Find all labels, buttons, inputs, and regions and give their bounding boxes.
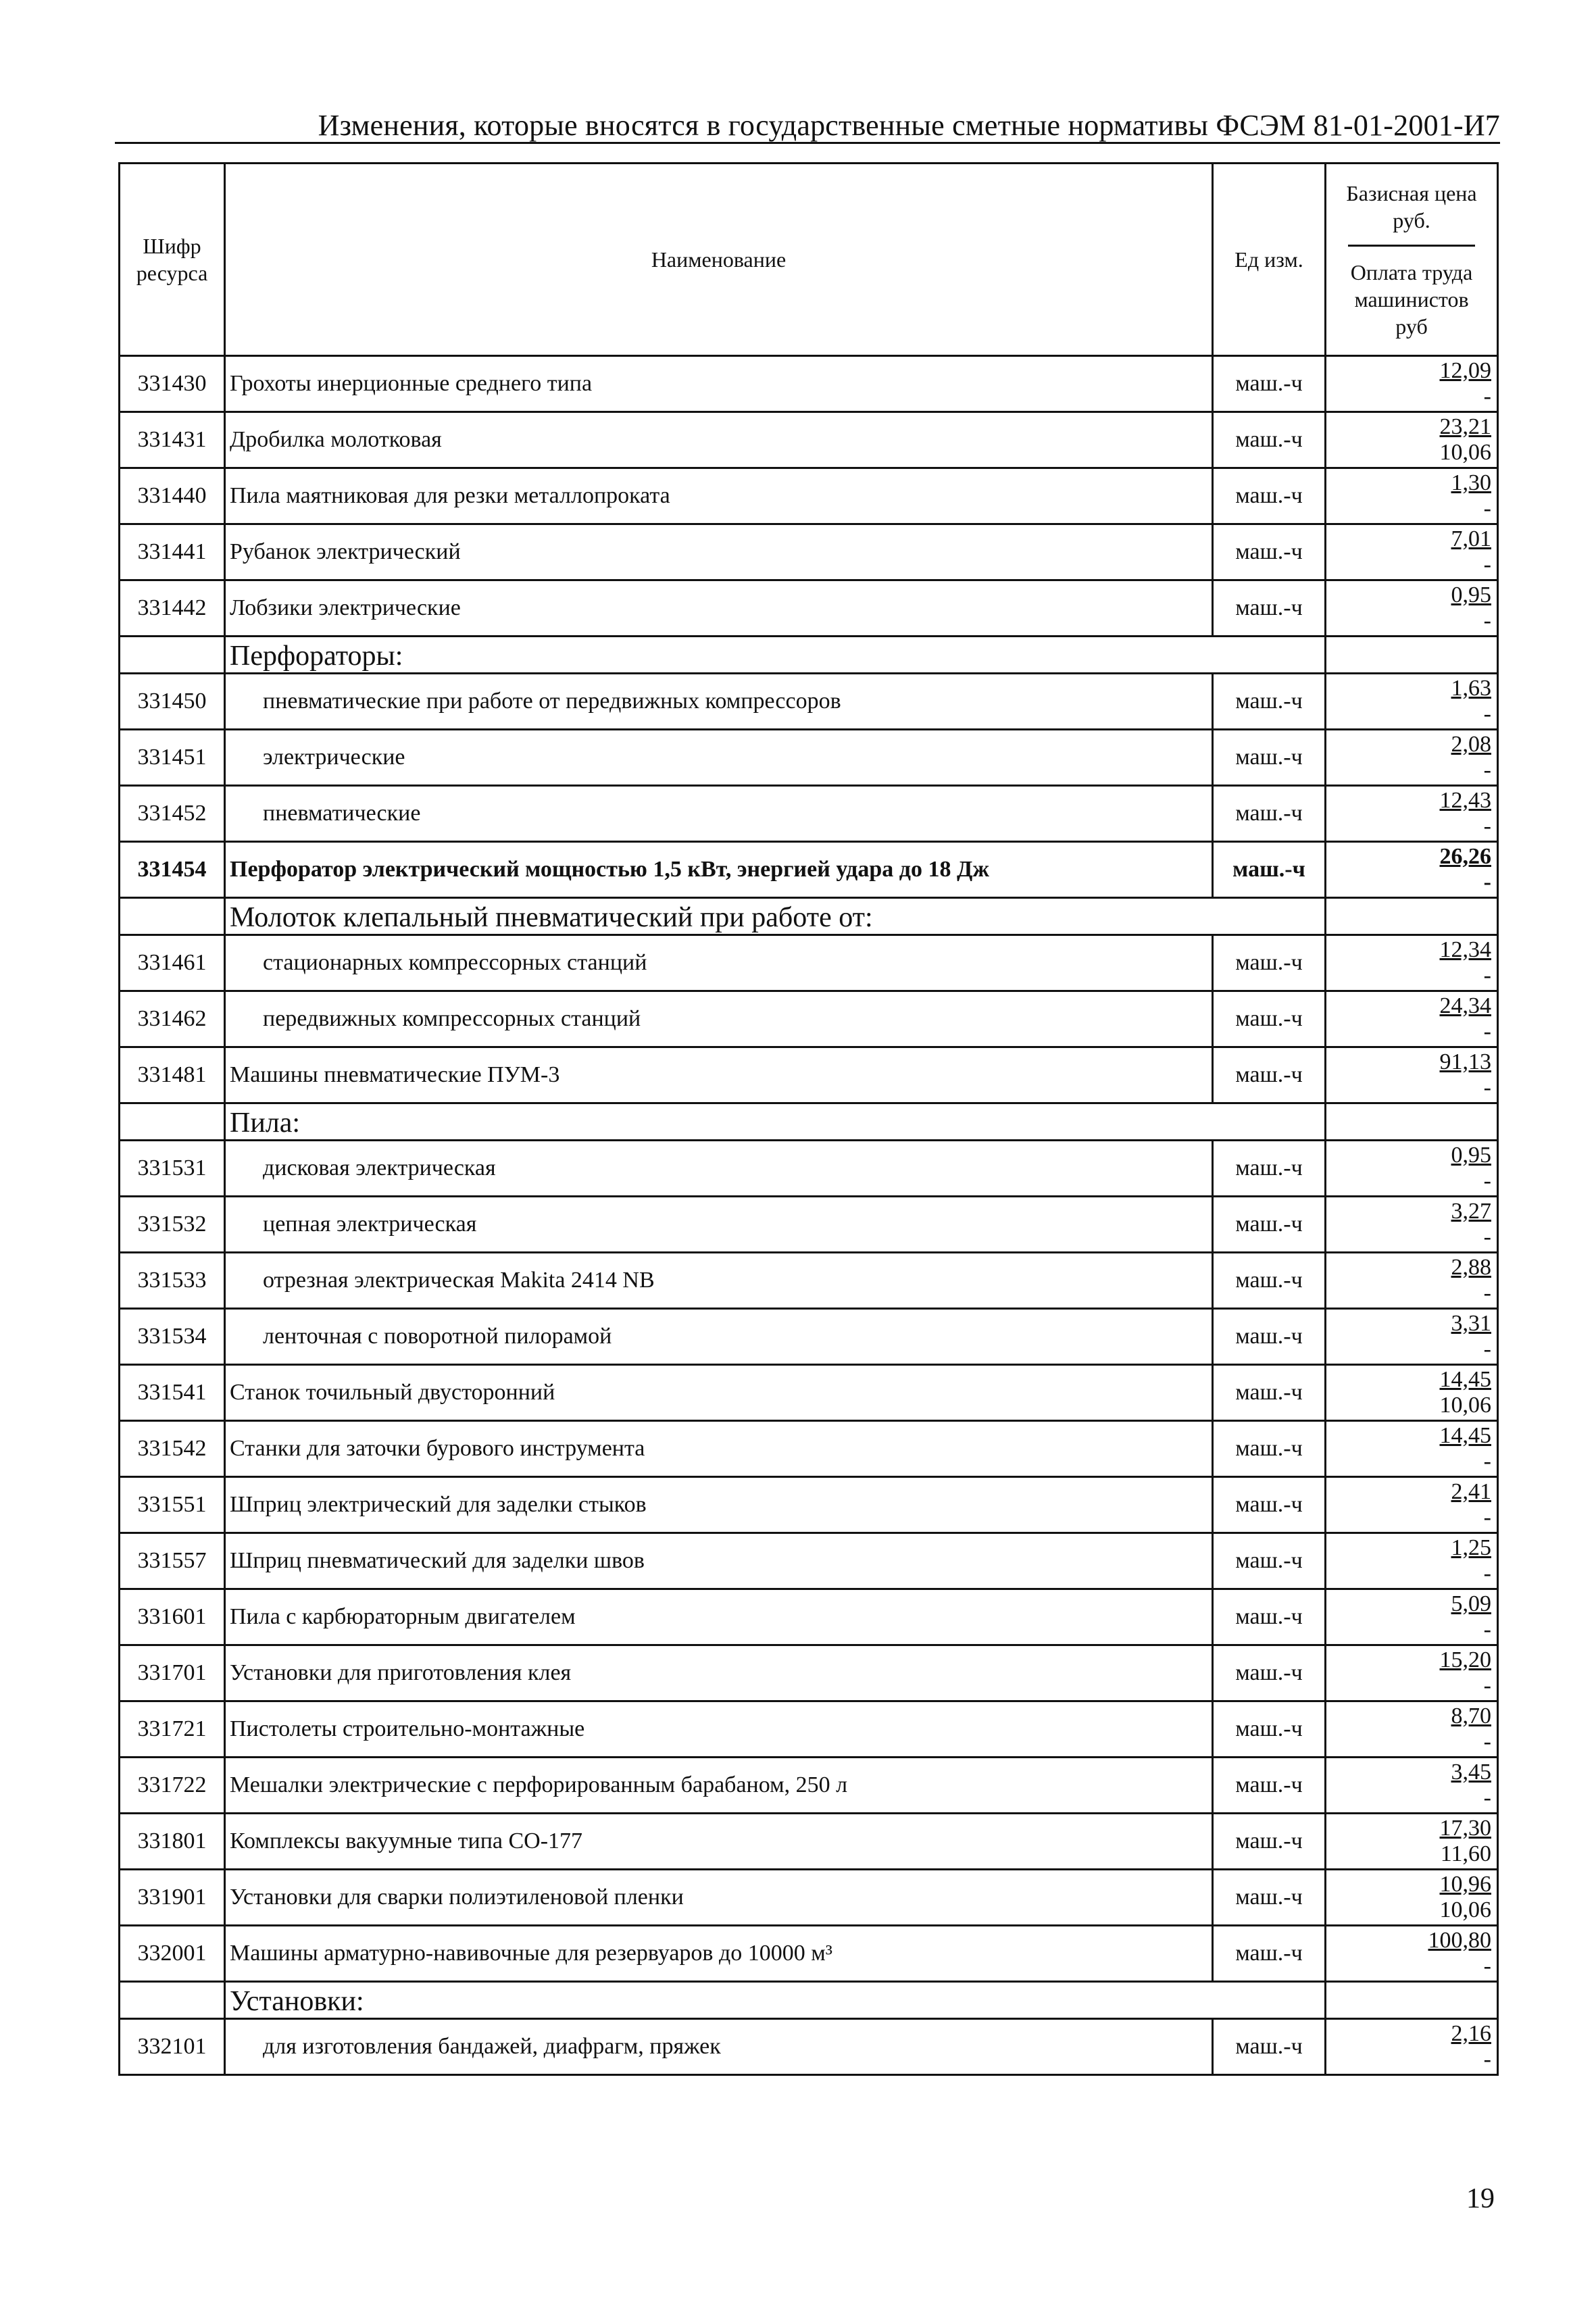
- table-row: [120, 524, 1498, 580]
- resource-code: 331462: [120, 991, 225, 1047]
- base-price-value: 2,16: [1451, 2021, 1491, 2046]
- table-row: [120, 1253, 1498, 1309]
- base-price-value: 5,09: [1451, 1591, 1491, 1616]
- resource-price-cell: [1326, 786, 1498, 842]
- labor-cost-value: 10,06: [1439, 440, 1491, 465]
- labor-cost-value: -: [1483, 1075, 1491, 1100]
- resource-code: 331430: [120, 356, 225, 412]
- base-price-value: 24,34: [1439, 993, 1491, 1018]
- resource-price-cell: [1326, 842, 1498, 898]
- column-header-code: Шифр ресурса: [120, 164, 225, 356]
- table-row: [120, 730, 1498, 786]
- labor-cost-value: -: [1483, 1168, 1491, 1193]
- labor-cost-value: -: [1483, 1224, 1491, 1249]
- resource-unit: маш.-ч: [1213, 1533, 1326, 1589]
- resource-unit: маш.-ч: [1213, 1758, 1326, 1814]
- labor-cost-value: -: [1483, 608, 1491, 633]
- labor-cost-value: -: [1483, 701, 1491, 726]
- group-heading-price-spacer: [1326, 1103, 1498, 1141]
- resource-unit: маш.-ч: [1213, 1421, 1326, 1477]
- resource-name: Пила с карбюраторным двигателем: [225, 1589, 1213, 1645]
- resource-price-cell: [1326, 1926, 1498, 1982]
- labor-cost-value: -: [1483, 1337, 1491, 1362]
- column-header-labor-cost: Оплата труда машинистов руб: [1350, 259, 1473, 339]
- resource-code: 331701: [120, 1645, 225, 1701]
- resource-price-cell: [1326, 2019, 1498, 2075]
- table-row: [120, 1421, 1498, 1477]
- resource-code: 332001: [120, 1926, 225, 1982]
- resource-name: Станок точильный двусторонний: [225, 1365, 1213, 1421]
- resource-unit: маш.-ч: [1213, 1365, 1326, 1421]
- resource-unit: маш.-ч: [1213, 935, 1326, 991]
- resource-name: Установки для приготовления клея: [225, 1645, 1213, 1701]
- resource-unit: маш.-ч: [1213, 356, 1326, 412]
- resource-name: стационарных компрессорных станций: [225, 935, 1213, 991]
- base-price-value: 10,96: [1439, 1872, 1491, 1897]
- base-price-value: 12,09: [1439, 358, 1491, 383]
- resource-table: [118, 162, 1499, 2076]
- resource-code: 331534: [120, 1309, 225, 1365]
- base-price-value: 3,31: [1451, 1311, 1491, 1336]
- resource-code: 331440: [120, 468, 225, 524]
- table-row: [120, 1758, 1498, 1814]
- resource-price-cell: [1326, 1589, 1498, 1645]
- table-row: [120, 1926, 1498, 1982]
- resource-unit: маш.-ч: [1213, 1477, 1326, 1533]
- labor-cost-value: 10,06: [1439, 1393, 1491, 1418]
- resource-price-cell: [1326, 1309, 1498, 1365]
- resource-price-cell: [1326, 580, 1498, 637]
- resource-code: 331722: [120, 1758, 225, 1814]
- labor-cost-value: -: [1483, 1505, 1491, 1530]
- resource-price-cell: [1326, 730, 1498, 786]
- group-heading: Перфораторы:: [225, 637, 1326, 674]
- labor-cost-value: -: [1483, 1673, 1491, 1698]
- resource-code: 332101: [120, 2019, 225, 2075]
- base-price-value: 0,95: [1451, 1143, 1491, 1168]
- base-price-value: 3,27: [1451, 1199, 1491, 1224]
- labor-cost-value: -: [1483, 1019, 1491, 1044]
- group-heading: Установки:: [225, 1982, 1326, 2019]
- resource-unit: маш.-ч: [1213, 468, 1326, 524]
- resource-name: Перфоратор электрический мощностью 1,5 кВт, энергией удара до 18 Дж: [225, 842, 1213, 898]
- labor-cost-value: -: [1483, 384, 1491, 409]
- resource-price-cell: [1326, 468, 1498, 524]
- base-price-value: 14,45: [1439, 1423, 1491, 1448]
- table-row: [120, 786, 1498, 842]
- labor-cost-value: -: [1483, 1953, 1491, 1978]
- resource-name: для изготовления бандажей, диафрагм, пряжек: [225, 2019, 1213, 2075]
- resource-unit: маш.-ч: [1213, 524, 1326, 580]
- running-header: Изменения, которые вносятся в государственные сметные нормативы ФСЭМ 81-01-2001-И7: [318, 109, 1500, 142]
- resource-price-cell: [1326, 1814, 1498, 1870]
- resource-price-cell: [1326, 1365, 1498, 1421]
- resource-price-cell: [1326, 1253, 1498, 1309]
- resource-unit: маш.-ч: [1213, 1253, 1326, 1309]
- table-row: [120, 1870, 1498, 1926]
- base-price-value: 14,45: [1439, 1367, 1491, 1392]
- table-row: [120, 1533, 1498, 1589]
- table-row: [120, 1047, 1498, 1103]
- resource-unit: маш.-ч: [1213, 1197, 1326, 1253]
- resource-unit: маш.-ч: [1213, 674, 1326, 730]
- resource-price-cell: [1326, 1870, 1498, 1926]
- resource-code: 331801: [120, 1814, 225, 1870]
- resource-code: 331551: [120, 1477, 225, 1533]
- resource-name: Мешалки электрические с перфорированным барабаном, 250 л: [225, 1758, 1213, 1814]
- group-heading-price-spacer: [1326, 1982, 1498, 2019]
- base-price-value: 1,63: [1451, 676, 1491, 701]
- resource-price-cell: [1326, 524, 1498, 580]
- column-header-divider: [1348, 245, 1475, 247]
- base-price-value: 2,88: [1451, 1255, 1491, 1280]
- resource-unit: маш.-ч: [1213, 1309, 1326, 1365]
- resource-name: ленточная с поворотной пилорамой: [225, 1309, 1213, 1365]
- resource-unit: маш.-ч: [1213, 1589, 1326, 1645]
- labor-cost-value: -: [1483, 552, 1491, 577]
- labor-cost-value: -: [1483, 1729, 1491, 1754]
- group-heading-spacer: [120, 637, 225, 674]
- column-header-price: [1326, 164, 1498, 356]
- group-heading-row: [120, 1982, 1498, 2019]
- table-row: [120, 1365, 1498, 1421]
- resource-code: 331431: [120, 412, 225, 468]
- resource-name: Установки для сварки полиэтиленовой пленки: [225, 1870, 1213, 1926]
- resource-code: 331601: [120, 1589, 225, 1645]
- column-header-name: Наименование: [225, 164, 1213, 356]
- base-price-value: 0,95: [1451, 582, 1491, 607]
- resource-price-cell: [1326, 1701, 1498, 1758]
- base-price-value: 12,43: [1439, 788, 1491, 813]
- group-heading-price-spacer: [1326, 898, 1498, 935]
- resource-code: 331532: [120, 1197, 225, 1253]
- group-heading: Пила:: [225, 1103, 1326, 1141]
- resource-price-cell: [1326, 1645, 1498, 1701]
- resource-name: Пистолеты строительно-монтажные: [225, 1701, 1213, 1758]
- labor-cost-value: -: [1483, 870, 1491, 895]
- table-row: [120, 842, 1498, 898]
- resource-unit: маш.-ч: [1213, 2019, 1326, 2075]
- resource-price-cell: [1326, 1758, 1498, 1814]
- resource-unit: маш.-ч: [1213, 1701, 1326, 1758]
- group-heading-row: [120, 898, 1498, 935]
- group-heading: Молоток клепальный пневматический при работе от:: [225, 898, 1326, 935]
- resource-unit: маш.-ч: [1213, 412, 1326, 468]
- resource-unit: маш.-ч: [1213, 1870, 1326, 1926]
- resource-name: пневматические при работе от передвижных компрессоров: [225, 674, 1213, 730]
- table-row: [120, 356, 1498, 412]
- table-row: [120, 580, 1498, 637]
- resource-price-cell: [1326, 1421, 1498, 1477]
- resource-price-cell: [1326, 412, 1498, 468]
- resource-code: 331452: [120, 786, 225, 842]
- labor-cost-value: -: [1483, 496, 1491, 521]
- group-heading-spacer: [120, 898, 225, 935]
- resource-code: 331531: [120, 1141, 225, 1197]
- group-heading-row: [120, 637, 1498, 674]
- resource-code: 331451: [120, 730, 225, 786]
- table-row: [120, 2019, 1498, 2075]
- labor-cost-value: -: [1483, 2047, 1491, 2072]
- resource-price-cell: [1326, 674, 1498, 730]
- column-header-base-price: Базисная цена руб.: [1346, 180, 1477, 232]
- header-rule: [115, 142, 1500, 144]
- labor-cost-value: 11,60: [1440, 1841, 1491, 1866]
- group-heading-price-spacer: [1326, 637, 1498, 674]
- resource-code: 331541: [120, 1365, 225, 1421]
- resource-unit: маш.-ч: [1213, 991, 1326, 1047]
- table-row: [120, 674, 1498, 730]
- base-price-value: 23,21: [1439, 414, 1491, 439]
- resource-code: 331533: [120, 1253, 225, 1309]
- resource-unit: маш.-ч: [1213, 730, 1326, 786]
- labor-cost-value: -: [1483, 963, 1491, 988]
- resource-unit: маш.-ч: [1213, 1926, 1326, 1982]
- resource-name: Дробилка молотковая: [225, 412, 1213, 468]
- resource-name: дисковая электрическая: [225, 1141, 1213, 1197]
- table-body: [120, 356, 1498, 2075]
- resource-code: 331542: [120, 1421, 225, 1477]
- resource-price-cell: [1326, 1047, 1498, 1103]
- group-heading-spacer: [120, 1103, 225, 1141]
- labor-cost-value: -: [1483, 1561, 1491, 1586]
- labor-cost-value: -: [1483, 1617, 1491, 1642]
- resource-code: 331442: [120, 580, 225, 637]
- group-heading-row: [120, 1103, 1498, 1141]
- column-header-unit: Ед изм.: [1213, 164, 1326, 356]
- base-price-value: 8,70: [1451, 1703, 1491, 1728]
- table-row: [120, 935, 1498, 991]
- resource-price-cell: [1326, 935, 1498, 991]
- table-row: [120, 1141, 1498, 1197]
- base-price-value: 100,80: [1428, 1928, 1491, 1953]
- table-header-row: [120, 164, 1498, 356]
- base-price-value: 2,08: [1451, 732, 1491, 757]
- group-heading-spacer: [120, 1982, 225, 2019]
- base-price-value: 3,45: [1451, 1760, 1491, 1785]
- resource-code: 331557: [120, 1533, 225, 1589]
- page-number: 19: [1466, 2183, 1495, 2214]
- resource-code: 331481: [120, 1047, 225, 1103]
- table-row: [120, 468, 1498, 524]
- resource-name: цепная электрическая: [225, 1197, 1213, 1253]
- base-price-value: 91,13: [1439, 1049, 1491, 1074]
- resource-name: Шприц пневматический для заделки швов: [225, 1533, 1213, 1589]
- resource-code: 331450: [120, 674, 225, 730]
- resource-name: Шприц электрический для заделки стыков: [225, 1477, 1213, 1533]
- resource-unit: маш.-ч: [1213, 1047, 1326, 1103]
- resource-price-cell: [1326, 1477, 1498, 1533]
- resource-unit: маш.-ч: [1213, 1814, 1326, 1870]
- resource-unit: маш.-ч: [1213, 580, 1326, 637]
- resource-name: Лобзики электрические: [225, 580, 1213, 637]
- table-row: [120, 1197, 1498, 1253]
- resource-name: Рубанок электрический: [225, 524, 1213, 580]
- base-price-value: 2,41: [1451, 1479, 1491, 1504]
- table-row: [120, 1645, 1498, 1701]
- table-row: [120, 1589, 1498, 1645]
- resource-price-cell: [1326, 356, 1498, 412]
- resource-unit: маш.-ч: [1213, 1141, 1326, 1197]
- resource-price-cell: [1326, 1197, 1498, 1253]
- table-row: [120, 412, 1498, 468]
- base-price-value: 1,30: [1451, 470, 1491, 495]
- resource-table-container: [118, 162, 1497, 2076]
- resource-price-cell: [1326, 1533, 1498, 1589]
- resource-name: Машины арматурно-навивочные для резервуаров до 10000 м³: [225, 1926, 1213, 1982]
- resource-unit: маш.-ч: [1213, 1645, 1326, 1701]
- resource-unit: маш.-ч: [1213, 842, 1326, 898]
- resource-name: передвижных компрессорных станций: [225, 991, 1213, 1047]
- resource-name: Машины пневматические ПУМ-3: [225, 1047, 1213, 1103]
- resource-code: 331454: [120, 842, 225, 898]
- base-price-value: 1,25: [1451, 1535, 1491, 1560]
- resource-name: Комплексы вакуумные типа СО-177: [225, 1814, 1213, 1870]
- base-price-value: 26,26: [1439, 844, 1491, 869]
- labor-cost-value: 10,06: [1439, 1897, 1491, 1922]
- resource-code: 331721: [120, 1701, 225, 1758]
- labor-cost-value: -: [1483, 1449, 1491, 1474]
- base-price-value: 12,34: [1439, 937, 1491, 962]
- resource-code: 331441: [120, 524, 225, 580]
- table-row: [120, 1814, 1498, 1870]
- resource-name: Грохоты инерционные среднего типа: [225, 356, 1213, 412]
- resource-name: отрезная электрическая Makita 2414 NB: [225, 1253, 1213, 1309]
- table-row: [120, 1309, 1498, 1365]
- resource-unit: маш.-ч: [1213, 786, 1326, 842]
- resource-code: 331461: [120, 935, 225, 991]
- base-price-value: 17,30: [1439, 1816, 1491, 1841]
- resource-code: 331901: [120, 1870, 225, 1926]
- resource-name: Станки для заточки бурового инструмента: [225, 1421, 1213, 1477]
- labor-cost-value: -: [1483, 1785, 1491, 1810]
- resource-price-cell: [1326, 1141, 1498, 1197]
- labor-cost-value: -: [1483, 757, 1491, 782]
- base-price-value: 7,01: [1451, 526, 1491, 551]
- resource-price-cell: [1326, 991, 1498, 1047]
- resource-name: пневматические: [225, 786, 1213, 842]
- table-row: [120, 1701, 1498, 1758]
- labor-cost-value: -: [1483, 814, 1491, 839]
- base-price-value: 15,20: [1439, 1647, 1491, 1672]
- table-row: [120, 991, 1498, 1047]
- table-row: [120, 1477, 1498, 1533]
- resource-name: электрические: [225, 730, 1213, 786]
- resource-name: Пила маятниковая для резки металлопроката: [225, 468, 1213, 524]
- labor-cost-value: -: [1483, 1280, 1491, 1305]
